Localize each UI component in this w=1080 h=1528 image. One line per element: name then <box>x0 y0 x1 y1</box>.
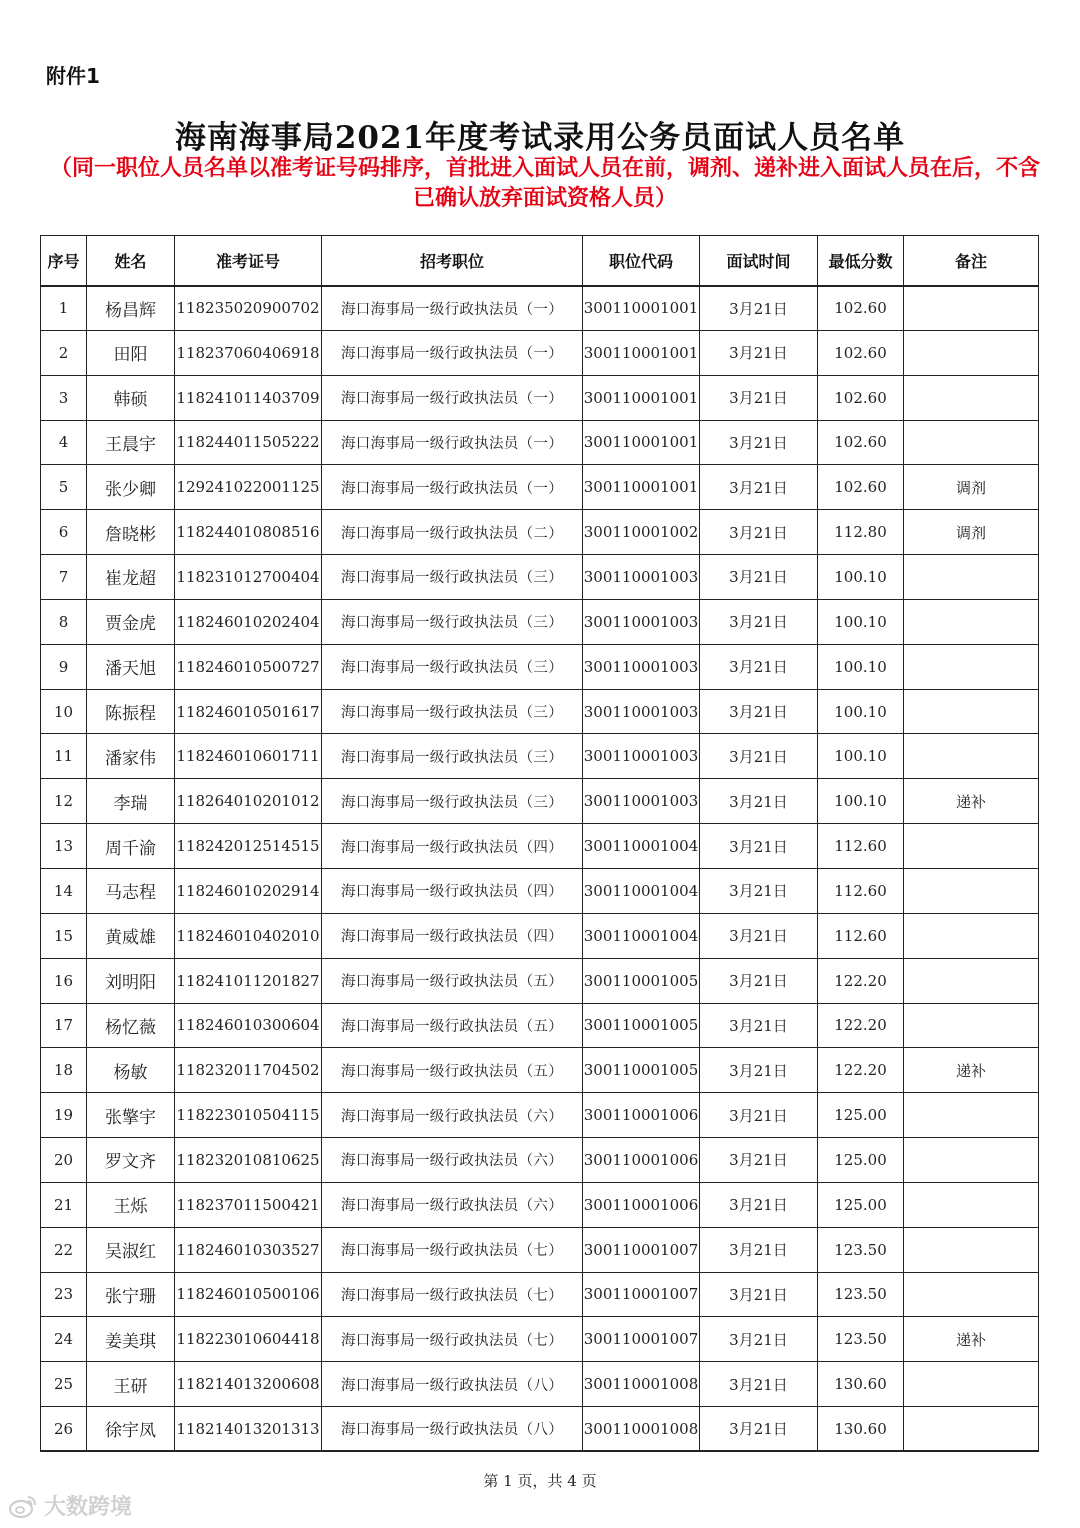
position-code: 300110001001 <box>583 330 700 375</box>
table-row <box>41 1182 1039 1227</box>
table-row <box>41 779 1039 824</box>
remark <box>904 420 1039 465</box>
row-index: 12 <box>41 779 87 824</box>
min-score: 123.50 <box>818 1317 904 1362</box>
remark <box>904 1003 1039 1048</box>
remark: 调剂 <box>904 465 1039 510</box>
remark <box>904 689 1039 734</box>
position-title: 海口海事局一级行政执法员（八） <box>322 1362 583 1407</box>
interview-date: 3月21日 <box>700 1182 818 1227</box>
page-footer: 第 1 页，共 4 页 <box>483 1472 597 1490</box>
position-code: 300110001006 <box>583 1182 700 1227</box>
table-row <box>41 689 1039 734</box>
candidate-name: 徐宇凤 <box>87 1407 175 1452</box>
min-score: 122.20 <box>818 958 904 1003</box>
position-title: 海口海事局一级行政执法员（一） <box>322 286 583 331</box>
position-title: 海口海事局一级行政执法员（三） <box>322 644 583 689</box>
interview-date: 3月21日 <box>700 555 818 600</box>
position-code: 300110001006 <box>583 1093 700 1138</box>
table-row <box>41 1003 1039 1048</box>
row-index: 24 <box>41 1317 87 1362</box>
ticket-number: 118232011704502 <box>175 1048 322 1093</box>
row-index: 19 <box>41 1093 87 1138</box>
table-row <box>41 286 1039 331</box>
min-score: 130.60 <box>818 1407 904 1452</box>
candidate-name: 崔龙超 <box>87 555 175 600</box>
position-code: 300110001001 <box>583 465 700 510</box>
ticket-number: 118237011500421 <box>175 1182 322 1227</box>
position-code: 300110001008 <box>583 1407 700 1452</box>
min-score: 102.60 <box>818 375 904 420</box>
candidate-name: 詹晓彬 <box>87 510 175 555</box>
candidate-name: 潘家伟 <box>87 734 175 779</box>
position-code: 300110001001 <box>583 375 700 420</box>
remark <box>904 1407 1039 1452</box>
ticket-number: 118214013200608 <box>175 1362 322 1407</box>
watermark <box>8 1490 132 1521</box>
ticket-number: 118241011403709 <box>175 375 322 420</box>
candidate-name: 李瑞 <box>87 779 175 824</box>
row-index: 7 <box>41 555 87 600</box>
ticket-number: 118246010500106 <box>175 1272 322 1317</box>
position-title: 海口海事局一级行政执法员（五） <box>322 1048 583 1093</box>
min-score: 100.10 <box>818 779 904 824</box>
candidate-name: 韩硕 <box>87 375 175 420</box>
document-subtitle: （同一职位人员名单以准考证号码排序，首批进入面试人员在前，调剂、递补进入面试人员在后，不含已确认放弃面试资格人员） <box>50 156 1041 211</box>
min-score: 100.10 <box>818 599 904 644</box>
watermark-text: 大数跨境 <box>44 1495 133 1520</box>
table-row <box>41 599 1039 644</box>
interview-date: 3月21日 <box>700 1003 818 1048</box>
ticket-number: 118246010300604 <box>175 1003 322 1048</box>
position-code: 300110001002 <box>583 510 700 555</box>
table-header-row <box>41 236 1039 286</box>
min-score: 102.60 <box>818 420 904 465</box>
ticket-number: 118246010601711 <box>175 734 322 779</box>
remark <box>904 868 1039 913</box>
remark <box>904 734 1039 779</box>
table-row <box>41 868 1039 913</box>
table-row <box>41 1407 1039 1452</box>
table-row <box>41 958 1039 1003</box>
position-title: 海口海事局一级行政执法员（三） <box>322 555 583 600</box>
table-row <box>41 1227 1039 1272</box>
candidate-name: 陈振程 <box>87 689 175 734</box>
position-title: 海口海事局一级行政执法员（六） <box>322 1093 583 1138</box>
table-row <box>41 420 1039 465</box>
interview-date: 3月21日 <box>700 913 818 958</box>
position-title: 海口海事局一级行政执法员（三） <box>322 779 583 824</box>
document-title: 海南海事局2021年度考试录用公务员面试人员名单 <box>174 120 906 156</box>
candidate-name: 黄威雄 <box>87 913 175 958</box>
interview-date: 3月21日 <box>700 1138 818 1183</box>
remark <box>904 286 1039 331</box>
ticket-number: 129241022001125 <box>175 465 322 510</box>
row-index: 3 <box>41 375 87 420</box>
remark <box>904 958 1039 1003</box>
col-interview-date-header: 面试时间 <box>700 236 818 286</box>
ticket-number: 118246010501617 <box>175 689 322 734</box>
remark <box>904 555 1039 600</box>
position-code: 300110001003 <box>583 555 700 600</box>
table-row <box>41 734 1039 779</box>
candidate-name: 张擎宇 <box>87 1093 175 1138</box>
remark <box>904 1272 1039 1317</box>
candidate-name: 贾金虎 <box>87 599 175 644</box>
position-title: 海口海事局一级行政执法员（七） <box>322 1227 583 1272</box>
position-code: 300110001001 <box>583 286 700 331</box>
row-index: 21 <box>41 1182 87 1227</box>
candidate-name: 王烁 <box>87 1182 175 1227</box>
ticket-number: 118231012700404 <box>175 555 322 600</box>
col-index-header: 序号 <box>41 236 87 286</box>
ticket-number: 118235020900702 <box>175 286 322 331</box>
position-code: 300110001004 <box>583 913 700 958</box>
row-index: 8 <box>41 599 87 644</box>
position-title: 海口海事局一级行政执法员（六） <box>322 1138 583 1183</box>
min-score: 125.00 <box>818 1138 904 1183</box>
interview-date: 3月21日 <box>700 375 818 420</box>
ticket-number: 118246010402010 <box>175 913 322 958</box>
ticket-number: 118246010303527 <box>175 1227 322 1272</box>
position-title: 海口海事局一级行政执法员（五） <box>322 1003 583 1048</box>
min-score: 112.60 <box>818 868 904 913</box>
min-score: 102.60 <box>818 330 904 375</box>
interview-date: 3月21日 <box>700 958 818 1003</box>
row-index: 2 <box>41 330 87 375</box>
candidate-name: 张少卿 <box>87 465 175 510</box>
remark: 递补 <box>904 1048 1039 1093</box>
position-title: 海口海事局一级行政执法员（八） <box>322 1407 583 1452</box>
interview-date: 3月21日 <box>700 1048 818 1093</box>
interview-date: 3月21日 <box>700 644 818 689</box>
remark <box>904 599 1039 644</box>
min-score: 112.60 <box>818 824 904 869</box>
min-score: 130.60 <box>818 1362 904 1407</box>
min-score: 112.80 <box>818 510 904 555</box>
candidate-name: 杨昌辉 <box>87 286 175 331</box>
interview-date: 3月21日 <box>700 1093 818 1138</box>
remark <box>904 1093 1039 1138</box>
table-row <box>41 824 1039 869</box>
row-index: 17 <box>41 1003 87 1048</box>
position-code: 300110001004 <box>583 824 700 869</box>
ticket-number: 118237060406918 <box>175 330 322 375</box>
ticket-number: 118246010202404 <box>175 599 322 644</box>
interview-date: 3月21日 <box>700 1227 818 1272</box>
min-score: 100.10 <box>818 734 904 779</box>
candidate-name: 王晨宇 <box>87 420 175 465</box>
interview-date: 3月21日 <box>700 868 818 913</box>
interview-date: 3月21日 <box>700 599 818 644</box>
ticket-number: 118244010808516 <box>175 510 322 555</box>
position-title: 海口海事局一级行政执法员（三） <box>322 599 583 644</box>
table-row <box>41 1093 1039 1138</box>
position-title: 海口海事局一级行政执法员（三） <box>322 689 583 734</box>
ticket-number: 118232010810625 <box>175 1138 322 1183</box>
ticket-number: 118223010504115 <box>175 1093 322 1138</box>
table-row <box>41 1362 1039 1407</box>
table-row <box>41 913 1039 958</box>
col-remarks-header: 备注 <box>904 236 1039 286</box>
row-index: 16 <box>41 958 87 1003</box>
remark <box>904 330 1039 375</box>
row-index: 14 <box>41 868 87 913</box>
row-index: 1 <box>41 286 87 331</box>
candidate-name: 刘明阳 <box>87 958 175 1003</box>
row-index: 11 <box>41 734 87 779</box>
position-code: 300110001003 <box>583 689 700 734</box>
remark <box>904 1182 1039 1227</box>
position-title: 海口海事局一级行政执法员（四） <box>322 913 583 958</box>
position-code: 300110001008 <box>583 1362 700 1407</box>
col-min-score-header: 最低分数 <box>818 236 904 286</box>
position-title: 海口海事局一级行政执法员（一） <box>322 420 583 465</box>
table-row <box>41 510 1039 555</box>
ticket-number: 118223010604418 <box>175 1317 322 1362</box>
row-index: 13 <box>41 824 87 869</box>
min-score: 100.10 <box>818 689 904 734</box>
position-code: 300110001001 <box>583 420 700 465</box>
table-row <box>41 1138 1039 1183</box>
row-index: 20 <box>41 1138 87 1183</box>
row-index: 15 <box>41 913 87 958</box>
position-title: 海口海事局一级行政执法员（七） <box>322 1272 583 1317</box>
table-row <box>41 375 1039 420</box>
table-row <box>41 1048 1039 1093</box>
ticket-number: 118214013201313 <box>175 1407 322 1452</box>
candidate-name: 潘天旭 <box>87 644 175 689</box>
ticket-number: 118242012514515 <box>175 824 322 869</box>
table-row <box>41 555 1039 600</box>
min-score: 125.00 <box>818 1093 904 1138</box>
row-index: 23 <box>41 1272 87 1317</box>
table-row <box>41 465 1039 510</box>
position-code: 300110001007 <box>583 1272 700 1317</box>
min-score: 123.50 <box>818 1227 904 1272</box>
position-title: 海口海事局一级行政执法员（六） <box>322 1182 583 1227</box>
remark: 调剂 <box>904 510 1039 555</box>
candidate-name: 吴淑红 <box>87 1227 175 1272</box>
interview-date: 3月21日 <box>700 779 818 824</box>
interview-date: 3月21日 <box>700 465 818 510</box>
candidate-name: 田阳 <box>87 330 175 375</box>
remark: 递补 <box>904 779 1039 824</box>
candidate-name: 姜美琪 <box>87 1317 175 1362</box>
remark <box>904 1362 1039 1407</box>
position-code: 300110001003 <box>583 599 700 644</box>
row-index: 9 <box>41 644 87 689</box>
candidate-name: 杨敏 <box>87 1048 175 1093</box>
position-code: 300110001005 <box>583 958 700 1003</box>
position-title: 海口海事局一级行政执法员（一） <box>322 375 583 420</box>
position-code: 300110001007 <box>583 1227 700 1272</box>
remark <box>904 375 1039 420</box>
row-index: 4 <box>41 420 87 465</box>
row-index: 25 <box>41 1362 87 1407</box>
position-title: 海口海事局一级行政执法员（四） <box>322 868 583 913</box>
interview-date: 3月21日 <box>700 824 818 869</box>
interview-roster-table <box>40 235 1039 1452</box>
position-code: 300110001003 <box>583 779 700 824</box>
min-score: 123.50 <box>818 1272 904 1317</box>
candidate-name: 周千渝 <box>87 824 175 869</box>
position-title: 海口海事局一级行政执法员（一） <box>322 465 583 510</box>
min-score: 125.00 <box>818 1182 904 1227</box>
candidate-name: 马志程 <box>87 868 175 913</box>
table-row <box>41 330 1039 375</box>
interview-date: 3月21日 <box>700 1362 818 1407</box>
ticket-number: 118244011505222 <box>175 420 322 465</box>
attachment-label: 附件1 <box>46 64 100 88</box>
position-code: 300110001007 <box>583 1317 700 1362</box>
interview-date: 3月21日 <box>700 734 818 779</box>
interview-date: 3月21日 <box>700 330 818 375</box>
position-title: 海口海事局一级行政执法员（五） <box>322 958 583 1003</box>
remark <box>904 644 1039 689</box>
remark <box>904 913 1039 958</box>
position-title: 海口海事局一级行政执法员（四） <box>322 824 583 869</box>
row-index: 10 <box>41 689 87 734</box>
min-score: 102.60 <box>818 465 904 510</box>
row-index: 6 <box>41 510 87 555</box>
ticket-number: 118264010201012 <box>175 779 322 824</box>
interview-date: 3月21日 <box>700 1272 818 1317</box>
position-code: 300110001006 <box>583 1138 700 1183</box>
position-code: 300110001005 <box>583 1003 700 1048</box>
position-title: 海口海事局一级行政执法员（二） <box>322 510 583 555</box>
interview-date: 3月21日 <box>700 689 818 734</box>
col-ticket-number-header: 准考证号 <box>175 236 322 286</box>
remark <box>904 1227 1039 1272</box>
col-position-header: 招考职位 <box>322 236 583 286</box>
weibo-icon <box>8 1493 38 1519</box>
table-row <box>41 1272 1039 1317</box>
ticket-number: 118241011201827 <box>175 958 322 1003</box>
position-title: 海口海事局一级行政执法员（一） <box>322 330 583 375</box>
position-title: 海口海事局一级行政执法员（三） <box>322 734 583 779</box>
candidate-name: 张宁珊 <box>87 1272 175 1317</box>
table-body <box>41 286 1039 1452</box>
interview-date: 3月21日 <box>700 1407 818 1452</box>
position-code: 300110001003 <box>583 644 700 689</box>
row-index: 26 <box>41 1407 87 1452</box>
candidate-name: 杨忆薇 <box>87 1003 175 1048</box>
remark: 递补 <box>904 1317 1039 1362</box>
min-score: 100.10 <box>818 644 904 689</box>
candidate-name: 罗文齐 <box>87 1138 175 1183</box>
min-score: 122.20 <box>818 1048 904 1093</box>
row-index: 5 <box>41 465 87 510</box>
remark <box>904 1138 1039 1183</box>
position-title: 海口海事局一级行政执法员（七） <box>322 1317 583 1362</box>
col-position-code-header: 职位代码 <box>583 236 700 286</box>
ticket-number: 118246010202914 <box>175 868 322 913</box>
position-code: 300110001003 <box>583 734 700 779</box>
row-index: 18 <box>41 1048 87 1093</box>
min-score: 122.20 <box>818 1003 904 1048</box>
position-code: 300110001004 <box>583 868 700 913</box>
table-row <box>41 1317 1039 1362</box>
position-code: 300110001005 <box>583 1048 700 1093</box>
min-score: 102.60 <box>818 286 904 331</box>
remark <box>904 824 1039 869</box>
interview-date: 3月21日 <box>700 1317 818 1362</box>
interview-date: 3月21日 <box>700 286 818 331</box>
candidate-name: 王研 <box>87 1362 175 1407</box>
min-score: 112.60 <box>818 913 904 958</box>
ticket-number: 118246010500727 <box>175 644 322 689</box>
interview-date: 3月21日 <box>700 510 818 555</box>
row-index: 22 <box>41 1227 87 1272</box>
interview-date: 3月21日 <box>700 420 818 465</box>
table-row <box>41 644 1039 689</box>
min-score: 100.10 <box>818 555 904 600</box>
col-name-header: 姓名 <box>87 236 175 286</box>
